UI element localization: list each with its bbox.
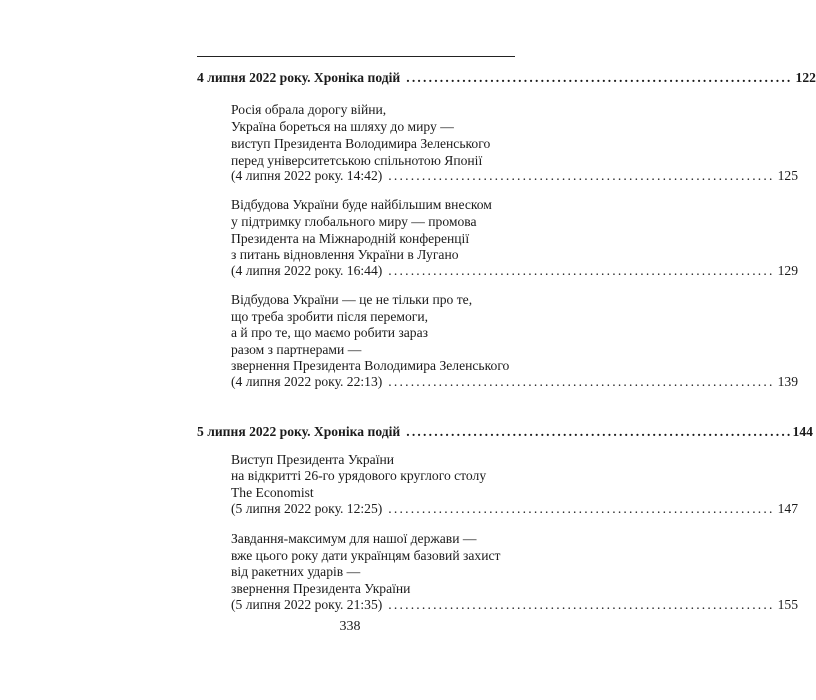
entry-line: виступ Президента Володимира Зеленського	[231, 136, 491, 151]
page-number: 147	[777, 501, 798, 516]
entry-line: Росія обрала дорогу війни,	[231, 102, 387, 117]
entry-line: Відбудова України — це не тільки про те,	[231, 292, 473, 307]
entry-line: Виступ Президента України	[231, 452, 395, 467]
entry-line: що треба зробити після перемоги,	[231, 309, 429, 324]
page-number: 144	[792, 424, 813, 439]
page-number: 129	[777, 263, 798, 278]
entry-line: вже цього року дати українцям базовий захист	[231, 548, 501, 563]
entry-line: звернення Президента Володимира Зеленського	[231, 358, 510, 373]
page-number: 155	[777, 597, 798, 612]
entry-line: Відбудова України буде найбільшим внеском	[231, 197, 492, 212]
entry-date-line[interactable]	[231, 167, 798, 184]
section-heading[interactable]	[197, 69, 816, 86]
entry-line: з питань відновлення України в Лугано	[231, 247, 459, 262]
entry-line: на відкритті 26-го урядового круглого столу	[231, 468, 487, 483]
page-number: 125	[777, 168, 798, 183]
entry-date: (4 липня 2022 року. 22:13)	[231, 374, 383, 389]
section-heading-title: 5 липня 2022 року. Хроніка подій	[197, 424, 401, 439]
top-rule	[197, 56, 515, 57]
entry-line: The Economist	[231, 485, 314, 500]
dot-leader: .....................................................................	[388, 597, 775, 612]
entry-line: у підтримку глобального миру — промова	[231, 214, 477, 229]
entry-date: (4 липня 2022 року. 14:42)	[231, 168, 383, 183]
folio-page-number: 338	[339, 619, 361, 634]
dot-leader: .....................................................................	[406, 70, 793, 85]
dot-leader: .....................................................................	[406, 424, 793, 439]
entry-line: разом з партнерами —	[231, 342, 362, 357]
page-number: 139	[777, 374, 798, 389]
dot-leader: .....................................................................	[388, 168, 775, 183]
entry-line: звернення Президента України	[231, 581, 411, 596]
entry-date: (5 липня 2022 року. 21:35)	[231, 597, 383, 612]
page-number: 122	[795, 70, 816, 85]
dot-leader: .....................................................................	[388, 374, 775, 389]
entry-line: Україна бореться на шляху до миру —	[231, 119, 454, 134]
dot-leader: .....................................................................	[388, 263, 775, 278]
entry-date-line[interactable]	[231, 262, 798, 279]
dot-leader: .....................................................................	[388, 501, 775, 516]
entry-date-line[interactable]	[231, 373, 798, 390]
entry-line: а й про те, що маємо робити зараз	[231, 325, 428, 340]
entry-line: перед університетською спільнотою Японії	[231, 153, 483, 168]
entry-date-line[interactable]	[231, 596, 798, 613]
entry-date: (4 липня 2022 року. 16:44)	[231, 263, 383, 278]
section-heading-title: 4 липня 2022 року. Хроніка подій	[197, 70, 401, 85]
entry-line: Президента на Міжнародній конференції	[231, 231, 470, 246]
entry-line: від ракетних ударів —	[231, 564, 361, 579]
entry-date-line[interactable]	[231, 500, 798, 517]
section-heading[interactable]	[197, 423, 813, 440]
entry-date: (5 липня 2022 року. 12:25)	[231, 501, 383, 516]
entry-line: Завдання-максимум для нашої держави —	[231, 531, 477, 546]
